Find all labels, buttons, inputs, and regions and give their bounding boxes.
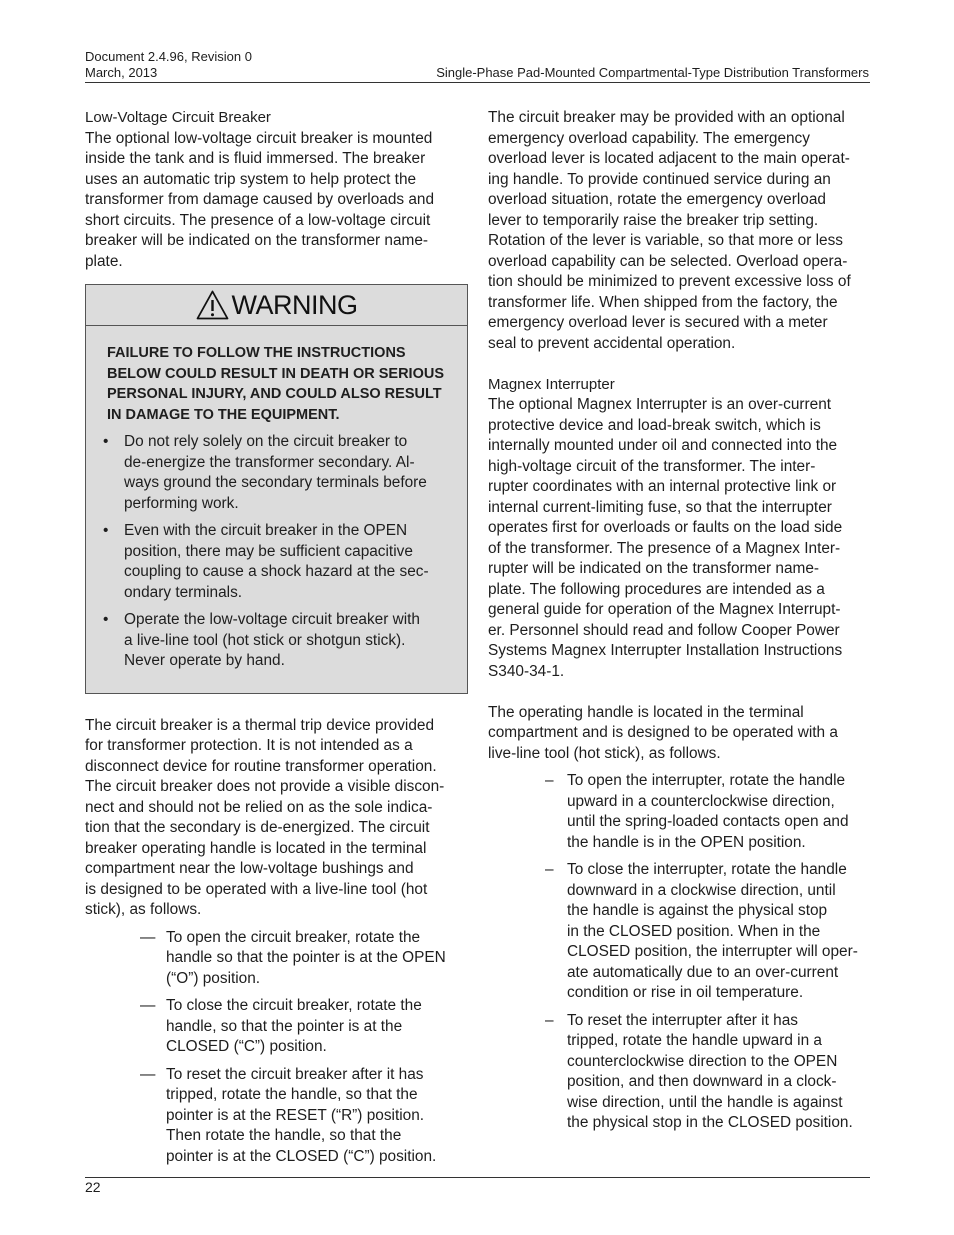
line: To open the interrupter, rotate the handle xyxy=(567,772,846,789)
line: counterclockwise direction to the OPEN xyxy=(567,1052,838,1070)
document-revision: Document 2.4.96, Revision 0 xyxy=(85,49,252,64)
line: overload situation, rotate the emergency overload xyxy=(488,191,826,208)
line: breaker operating handle is located in the terminal xyxy=(85,839,427,857)
line: The circuit breaker may be provided with an optional xyxy=(488,109,845,126)
line: is designed to be operated with a live-line tool (hot xyxy=(85,880,428,898)
line: er. Personnel should read and follow Cooper Power xyxy=(488,621,840,639)
breaker-steps-list xyxy=(85,928,468,1168)
line: stick), as follows. xyxy=(85,901,202,918)
line: internal current-limiting fuse, so that the interrupter xyxy=(488,498,832,516)
warning-bullet-list xyxy=(107,432,447,672)
line: until the spring-loaded contacts open and xyxy=(567,813,849,830)
document-info xyxy=(85,49,252,81)
lvcb-paragraph xyxy=(85,129,468,273)
line: a live-line tool (hot stick or shotgun stick). xyxy=(124,631,406,649)
spacer xyxy=(488,682,870,703)
document-date: March, 2013 xyxy=(85,65,158,80)
footer-rule xyxy=(85,1177,870,1178)
line: Systems Magnex Interrupter Installation Instructions xyxy=(488,642,843,659)
line: To reset the circuit breaker after it has xyxy=(166,1065,424,1083)
line: Rotation of the lever is variable, so that more or less xyxy=(488,232,844,249)
breaker-step xyxy=(140,928,468,990)
line: in the CLOSED position. When in the xyxy=(567,922,821,940)
interrupter-step xyxy=(545,771,870,853)
overload-paragraph xyxy=(488,108,870,354)
lvcb-heading: Low-Voltage Circuit Breaker xyxy=(85,109,271,126)
warning-bullet xyxy=(107,521,447,603)
line: IN DAMAGE TO THE EQUIPMENT. xyxy=(107,406,340,423)
line: (“O”) position. xyxy=(166,969,261,987)
line: live-line tool (hot stick), as follows. xyxy=(488,744,721,762)
dash-mark: — xyxy=(140,997,156,1014)
warning-statement xyxy=(107,343,447,425)
line: The circuit breaker does not provide a visible discon- xyxy=(85,778,445,795)
magnex-paragraph xyxy=(488,395,870,682)
line: downward in a clockwise direction, until xyxy=(567,881,836,899)
line: The operating handle is located in the terminal xyxy=(488,703,804,721)
line: overload lever is located adjacent to the main operat- xyxy=(488,150,850,167)
line: disconnect device for routine transformer operation. xyxy=(85,757,437,775)
warning-body xyxy=(86,326,467,693)
warning-header xyxy=(86,285,467,326)
line: wise direction, until the handle is against xyxy=(567,1093,843,1111)
warning-bullet xyxy=(107,432,447,514)
magnex-heading: Magnex Interrupter xyxy=(488,375,615,393)
interrupter-step xyxy=(545,860,870,1004)
line: The circuit breaker is a thermal trip device provided xyxy=(85,716,435,734)
dash-mark: – xyxy=(545,772,554,789)
line: rupter will be indicated on the transformer name- xyxy=(488,560,820,577)
warning-triangle-icon xyxy=(196,290,229,320)
line: S340-34-1. xyxy=(488,662,565,680)
line: To close the interrupter, rotate the handle xyxy=(567,861,847,878)
line: handle, so that the pointer is at the xyxy=(166,1017,403,1035)
line: ways ground the secondary terminals before xyxy=(124,474,427,491)
breaker-step xyxy=(140,1065,468,1168)
line: coupling to cause a shock hazard at the sec- xyxy=(124,563,429,580)
line: To close the circuit breaker, rotate the xyxy=(166,997,422,1014)
line: breaker will be indicated on the transformer name- xyxy=(85,232,429,249)
dash-mark: — xyxy=(140,928,156,946)
line: protective device and load-break switch, which is xyxy=(488,416,821,434)
line: tion should be minimized to prevent excessive loss of xyxy=(488,273,851,290)
line: FAILURE TO FOLLOW THE INSTRUCTIONS xyxy=(107,345,406,361)
left-column xyxy=(85,108,468,1174)
line: Never operate by hand. xyxy=(124,652,285,669)
line: internally mounted under oil and connected into the xyxy=(488,437,838,454)
dash-mark: — xyxy=(140,1065,156,1083)
line: the handle is against the physical stop xyxy=(567,902,828,919)
line: BELOW COULD RESULT IN DEATH OR SERIOUS xyxy=(107,365,444,382)
line: general guide for operation of the Magnex Interrupt- xyxy=(488,601,841,618)
page-number: 22 xyxy=(85,1179,101,1195)
line: To open the circuit breaker, rotate the xyxy=(166,928,421,946)
line: rupter coordinates with an internal protective link or xyxy=(488,478,837,495)
line: transformer life. When shipped from the factory, the xyxy=(488,293,838,311)
line: CLOSED (“C”) position. xyxy=(166,1038,327,1055)
document-title: Single-Phase Pad-Mounted Compartmental-Type Distribution Transformers xyxy=(436,65,869,80)
line: the handle is in the OPEN position. xyxy=(567,833,806,851)
line: emergency overload lever is secured with a meter xyxy=(488,314,828,331)
right-column xyxy=(488,108,870,1141)
line: emergency overload capability. The emergency xyxy=(488,129,810,147)
dash-mark: – xyxy=(545,1011,554,1029)
line: To reset the interrupter after it has xyxy=(567,1011,798,1029)
line: nect and should not be relied on as the sole indica- xyxy=(85,798,433,816)
line: handle so that the pointer is at the OPEN xyxy=(166,949,446,966)
line: tripped, rotate the handle, so that the xyxy=(166,1086,418,1103)
line: lever to temporarily raise the breaker trip setting. xyxy=(488,211,819,229)
breaker-step xyxy=(140,996,468,1058)
line: seal to prevent accidental operation. xyxy=(488,334,736,352)
line: of the transformer. The presence of a Magnex Inter- xyxy=(488,539,841,557)
line: pointer is at the CLOSED (“C”) position. xyxy=(166,1147,437,1165)
line: ondary terminals. xyxy=(124,583,243,601)
line: compartment near the low-voltage bushings and xyxy=(85,860,414,877)
line: transformer from damage caused by overloads and xyxy=(85,191,435,208)
line: The optional low-voltage circuit breaker is mounted xyxy=(85,129,433,147)
line: short circuits. The presence of a low-voltage circuit xyxy=(85,211,431,229)
line: tripped, rotate the handle upward in a xyxy=(567,1032,822,1049)
line: pointer is at the RESET (“R”) position. xyxy=(166,1106,425,1124)
line: de-energize the transformer secondary. Al- xyxy=(124,453,415,471)
warning-box xyxy=(85,284,468,694)
line: performing work. xyxy=(124,494,239,512)
line: • Even with the circuit breaker in the OPEN xyxy=(124,522,408,539)
interrupter-step xyxy=(545,1011,870,1134)
line: • Operate the low-voltage circuit breaker with xyxy=(124,611,420,628)
line: ate automatically due to an over-current xyxy=(567,963,839,981)
line: upward in a counterclockwise direction, xyxy=(567,792,835,810)
warning-title: WARNING xyxy=(231,289,358,320)
line: CLOSED position, the interrupter will oper- xyxy=(567,943,858,960)
line: the physical stop in the CLOSED position. xyxy=(567,1114,853,1131)
line: position, and then downward in a clock- xyxy=(567,1073,837,1090)
warning-bullet xyxy=(107,610,447,672)
line: condition or rise in oil temperature. xyxy=(567,984,804,1001)
line: ing handle. To provide continued service during an xyxy=(488,170,831,188)
line: overload capability can be selected. Overload opera- xyxy=(488,252,848,270)
line: Then rotate the handle, so that the xyxy=(166,1127,402,1144)
spacer xyxy=(488,354,870,375)
line: inside the tank and is fluid immersed. The breaker xyxy=(85,150,426,167)
dash-mark: – xyxy=(545,861,554,878)
line: uses an automatic trip system to help protect the xyxy=(85,170,417,188)
header-rule xyxy=(85,82,870,83)
interrupter-steps-list xyxy=(488,771,870,1134)
line: operates first for overloads or faults on the load side xyxy=(488,519,843,536)
line: compartment and is designed to be operated with a xyxy=(488,724,838,741)
line: PERSONAL INJURY, AND COULD ALSO RESULT xyxy=(107,386,442,402)
line: high-voltage circuit of the transformer. The inter- xyxy=(488,457,816,475)
line: • Do not rely solely on the circuit breaker to xyxy=(124,433,408,450)
line: plate. xyxy=(85,252,123,270)
line: position, there may be sufficient capacitive xyxy=(124,542,413,560)
line: for transformer protection. It is not intended as a xyxy=(85,737,413,754)
handle-paragraph xyxy=(488,703,870,765)
line: The optional Magnex Interrupter is an over-current xyxy=(488,396,832,413)
line: plate. The following procedures are intended as a xyxy=(488,580,825,598)
thermal-trip-paragraph xyxy=(85,716,468,921)
line: tion that the secondary is de-energized. The circuit xyxy=(85,819,430,836)
